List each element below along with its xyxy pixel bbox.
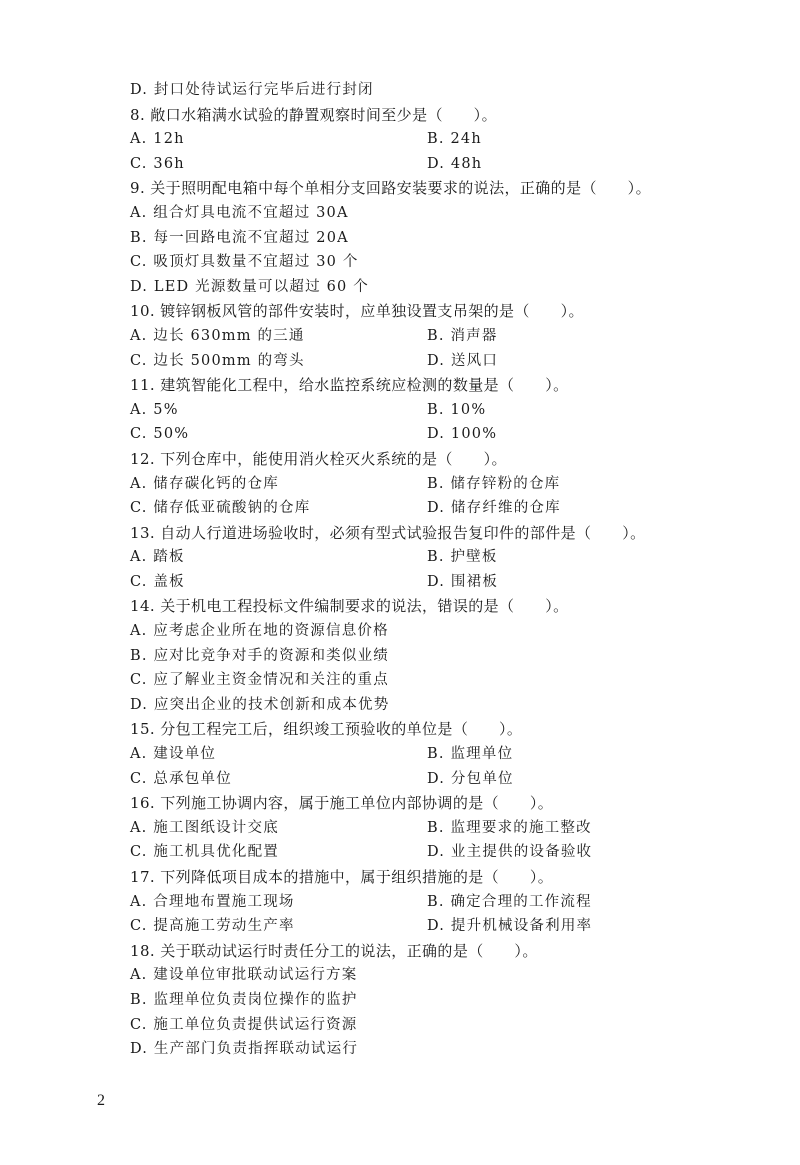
question-15-option-a: A. 建设单位 [130,746,217,763]
question-7-option-d: D. 封口处待试运行完毕后进行封闭 [130,82,374,98]
question-15-options-row-2 [130,767,690,792]
question-13-option-c: C. 盖板 [130,573,185,590]
question-18-option-d: D. 生产部门负责指挥联动试运行 [130,1041,359,1058]
question-9-option-d: D. LED 光源数量可以超过 60 个 [130,278,369,295]
question-18-option-c: C. 施工单位负责提供试运行资源 [130,1016,358,1033]
question-17-option-a: A. 合理地布置施工现场 [130,893,295,910]
question-11-option-c: C. 50% [130,426,190,443]
question-16-option-b: B. 监理要求的施工整改 [427,819,592,836]
question-18-option-a: A. 建设单位审批联动试运行方案 [130,967,358,984]
question-16-option-c: C. 施工机具优化配置 [130,844,279,861]
question-14-option-d: D. 应突出企业的技术创新和成本优势 [130,696,390,713]
question-10-stem: 10. 镀锌钢板风管的部件安装时，应单独设置支吊架的是（ ）。 [130,302,584,321]
question-12-options-row-2 [130,496,690,521]
question-15-options-row-1 [130,742,690,767]
question-9-stem: 9. 关于照明配电箱中每个单相分支回路安装要求的说法，正确的是（ ）。 [130,179,651,198]
question-11-options-row-2 [130,422,690,447]
question-15-stem: 15. 分包工程完工后，组织竣工预验收的单位是（ ）。 [130,720,523,739]
question-14-option-a: A. 应考虑企业所在地的资源信息价格 [130,623,389,640]
question-10-option-b: B. 消声器 [427,327,498,344]
question-17-options-row-1 [130,890,690,915]
question-15-option-c: C. 总承包单位 [130,770,232,787]
question-8-option-c: C. 36h [130,155,185,172]
question-17-option-b: B. 确定合理的工作流程 [427,893,592,910]
question-10-options-row-2 [130,349,690,374]
question-10-option-a: A. 边长 630mm 的三通 [130,327,305,344]
question-8-stem: 8. 敞口水箱满水试验的静置观察时间至少是（ ）。 [130,105,497,124]
question-9-option-a: A. 组合灯具电流不宜超过 30A [130,204,349,221]
question-10-option-c: C. 边长 500mm 的弯头 [130,352,305,369]
question-11-options-row-1 [130,398,690,423]
question-17-options-row-2 [130,914,690,939]
question-13-option-d: D. 围裙板 [427,573,499,590]
question-13-stem: 13. 自动人行道进场验收时，必须有型式试验报告复印件的部件是（ ）。 [130,523,646,542]
question-12-option-a: A. 储存碳化钙的仓库 [130,475,279,492]
question-11-stem: 11. 建筑智能化工程中，给水监控系统应检测的数量是（ ）。 [130,376,569,395]
question-18-stem: 18. 关于联动试运行时责任分工的说法，正确的是（ ）。 [130,941,538,960]
question-14-stem: 14. 关于机电工程投标文件编制要求的说法，错误的是（ ）。 [130,597,569,616]
exam-page-content [130,78,690,1062]
question-13-option-b: B. 护壁板 [427,549,498,566]
question-14-option-b: B. 应对比竞争对手的资源和类似业绩 [130,647,389,664]
question-15-option-b: B. 监理单位 [427,746,514,763]
question-18-option-b: B. 监理单位负责岗位操作的监护 [130,991,358,1008]
question-8-option-a: A. 12h [130,131,185,148]
question-12-option-c: C. 储存低亚硫酸钠的仓库 [130,500,311,517]
question-13-options-row-1 [130,545,690,570]
question-11-option-b: B. 10% [427,401,487,418]
page-number: 2 [97,1092,105,1109]
question-16-option-d: D. 业主提供的设备验收 [427,844,593,861]
question-17-stem: 17. 下列降低项目成本的措施中，属于组织措施的是（ ）。 [130,868,554,886]
question-16-option-a: A. 施工图纸设计交底 [130,819,279,836]
question-8-options-row-1 [130,127,690,152]
question-11-option-d: D. 100% [427,426,498,443]
question-12-stem: 12. 下列仓库中，能使用消火栓灭火系统的是（ ）。 [130,449,507,468]
question-8-option-d: D. 48h [427,155,483,172]
question-8-option-b: B. 24h [427,131,482,148]
question-12-option-d: D. 储存纤维的仓库 [427,500,561,517]
question-17-option-c: C. 提高施工劳动生产率 [130,918,295,935]
question-13-option-a: A. 踏板 [130,549,185,566]
question-14-option-c: C. 应了解业主资金情况和关注的重点 [130,672,389,689]
question-8-options-row-2 [130,152,690,177]
question-9-option-c: C. 吸顶灯具数量不宜超过 30 个 [130,254,359,271]
question-12-options-row-1 [130,472,690,497]
question-9-option-b: B. 每一回路电流不宜超过 20A [130,229,349,246]
question-16-stem: 16. 下列施工协调内容，属于施工单位内部协调的是（ ）。 [130,794,554,813]
question-16-options-row-1 [130,816,690,841]
question-17-option-d: D. 提升机械设备利用率 [427,918,593,935]
question-15-option-d: D. 分包单位 [427,770,514,787]
question-16-options-row-2 [130,840,690,865]
question-12-option-b: B. 储存锌粉的仓库 [427,475,561,492]
question-10-options-row-1 [130,324,690,349]
question-13-options-row-2 [130,570,690,595]
question-10-option-d: D. 送风口 [427,352,499,369]
question-11-option-a: A. 5% [130,401,179,418]
